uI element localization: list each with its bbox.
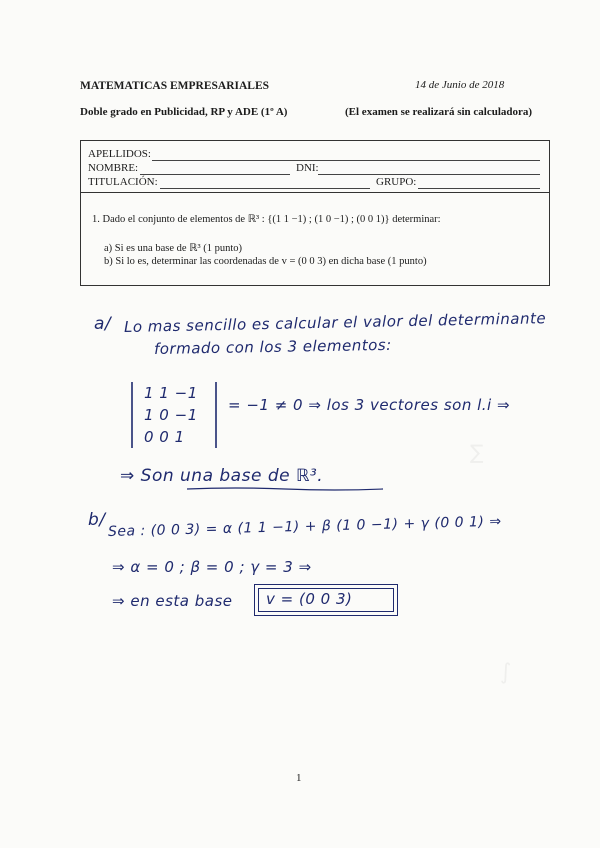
conclusion-underline bbox=[185, 486, 385, 492]
nombre-field[interactable] bbox=[140, 174, 290, 175]
answer-b-line2: ⇒ α = 0 ; β = 0 ; γ = 3 ⇒ bbox=[112, 558, 312, 576]
answer-b-line3: ⇒ en esta base bbox=[112, 592, 233, 610]
titulacion-label: TITULACIÓN: bbox=[88, 176, 158, 188]
determinant-result: = −1 ≠ 0 ⇒ los 3 vectores son l.i ⇒ bbox=[228, 396, 511, 414]
determinant-row-2: 1 0 −1 bbox=[144, 406, 198, 424]
answer-a-line1: Lo mas sencillo es calcular el valor del determinante bbox=[123, 309, 547, 336]
final-answer: v = (0 0 3) bbox=[266, 590, 353, 608]
apellidos-field[interactable] bbox=[152, 160, 540, 161]
nombre-label: NOMBRE: bbox=[88, 162, 139, 174]
answer-a-conclusion: ⇒ Son una base de ℝ³. bbox=[120, 466, 324, 486]
degree-name: Doble grado en Publicidad, RP y ADE (1º A) bbox=[80, 106, 288, 118]
grupo-label: GRUPO: bbox=[376, 176, 417, 188]
dni-field[interactable] bbox=[318, 174, 540, 175]
titulacion-field[interactable] bbox=[160, 188, 370, 189]
bleed-through-mark: ∑ bbox=[470, 440, 484, 464]
answer-a-line2: formado con los 3 elementos: bbox=[153, 335, 392, 358]
determinant-row-1: 1 1 −1 bbox=[144, 384, 198, 402]
question-part-a: a) Si es una base de ℝ³ (1 punto) bbox=[104, 243, 243, 254]
question-statement: 1. Dado el conjunto de elementos de ℝ³ : {(1 1 −1) ; (1 0 −1) ; (0 0 1)} determinar: bbox=[92, 214, 441, 225]
grupo-field[interactable] bbox=[418, 188, 540, 189]
answer-b-label: b/ bbox=[88, 510, 106, 530]
question-box bbox=[80, 192, 550, 286]
course-title: MATEMATICAS EMPRESARIALES bbox=[80, 80, 270, 92]
question-part-b: b) Si lo es, determinar las coordenadas de v = (0 0 3) en dicha base (1 punto) bbox=[104, 256, 427, 267]
calculator-note: (El examen se realizará sin calculadora) bbox=[345, 106, 533, 118]
answer-b-line1: Sea : (0 0 3) = α (1 1 −1) + β (1 0 −1) + γ (0 0 1) ⇒ bbox=[107, 513, 502, 540]
page-number: 1 bbox=[296, 772, 302, 784]
answer-a-label: a/ bbox=[94, 314, 112, 334]
apellidos-label: APELLIDOS: bbox=[88, 148, 151, 160]
bleed-through-mark: ∫ bbox=[500, 660, 512, 685]
determinant-row-3: 0 0 1 bbox=[144, 428, 185, 446]
exam-date: 14 de Junio de 2018 bbox=[415, 79, 505, 91]
dni-label: DNI: bbox=[296, 162, 319, 174]
